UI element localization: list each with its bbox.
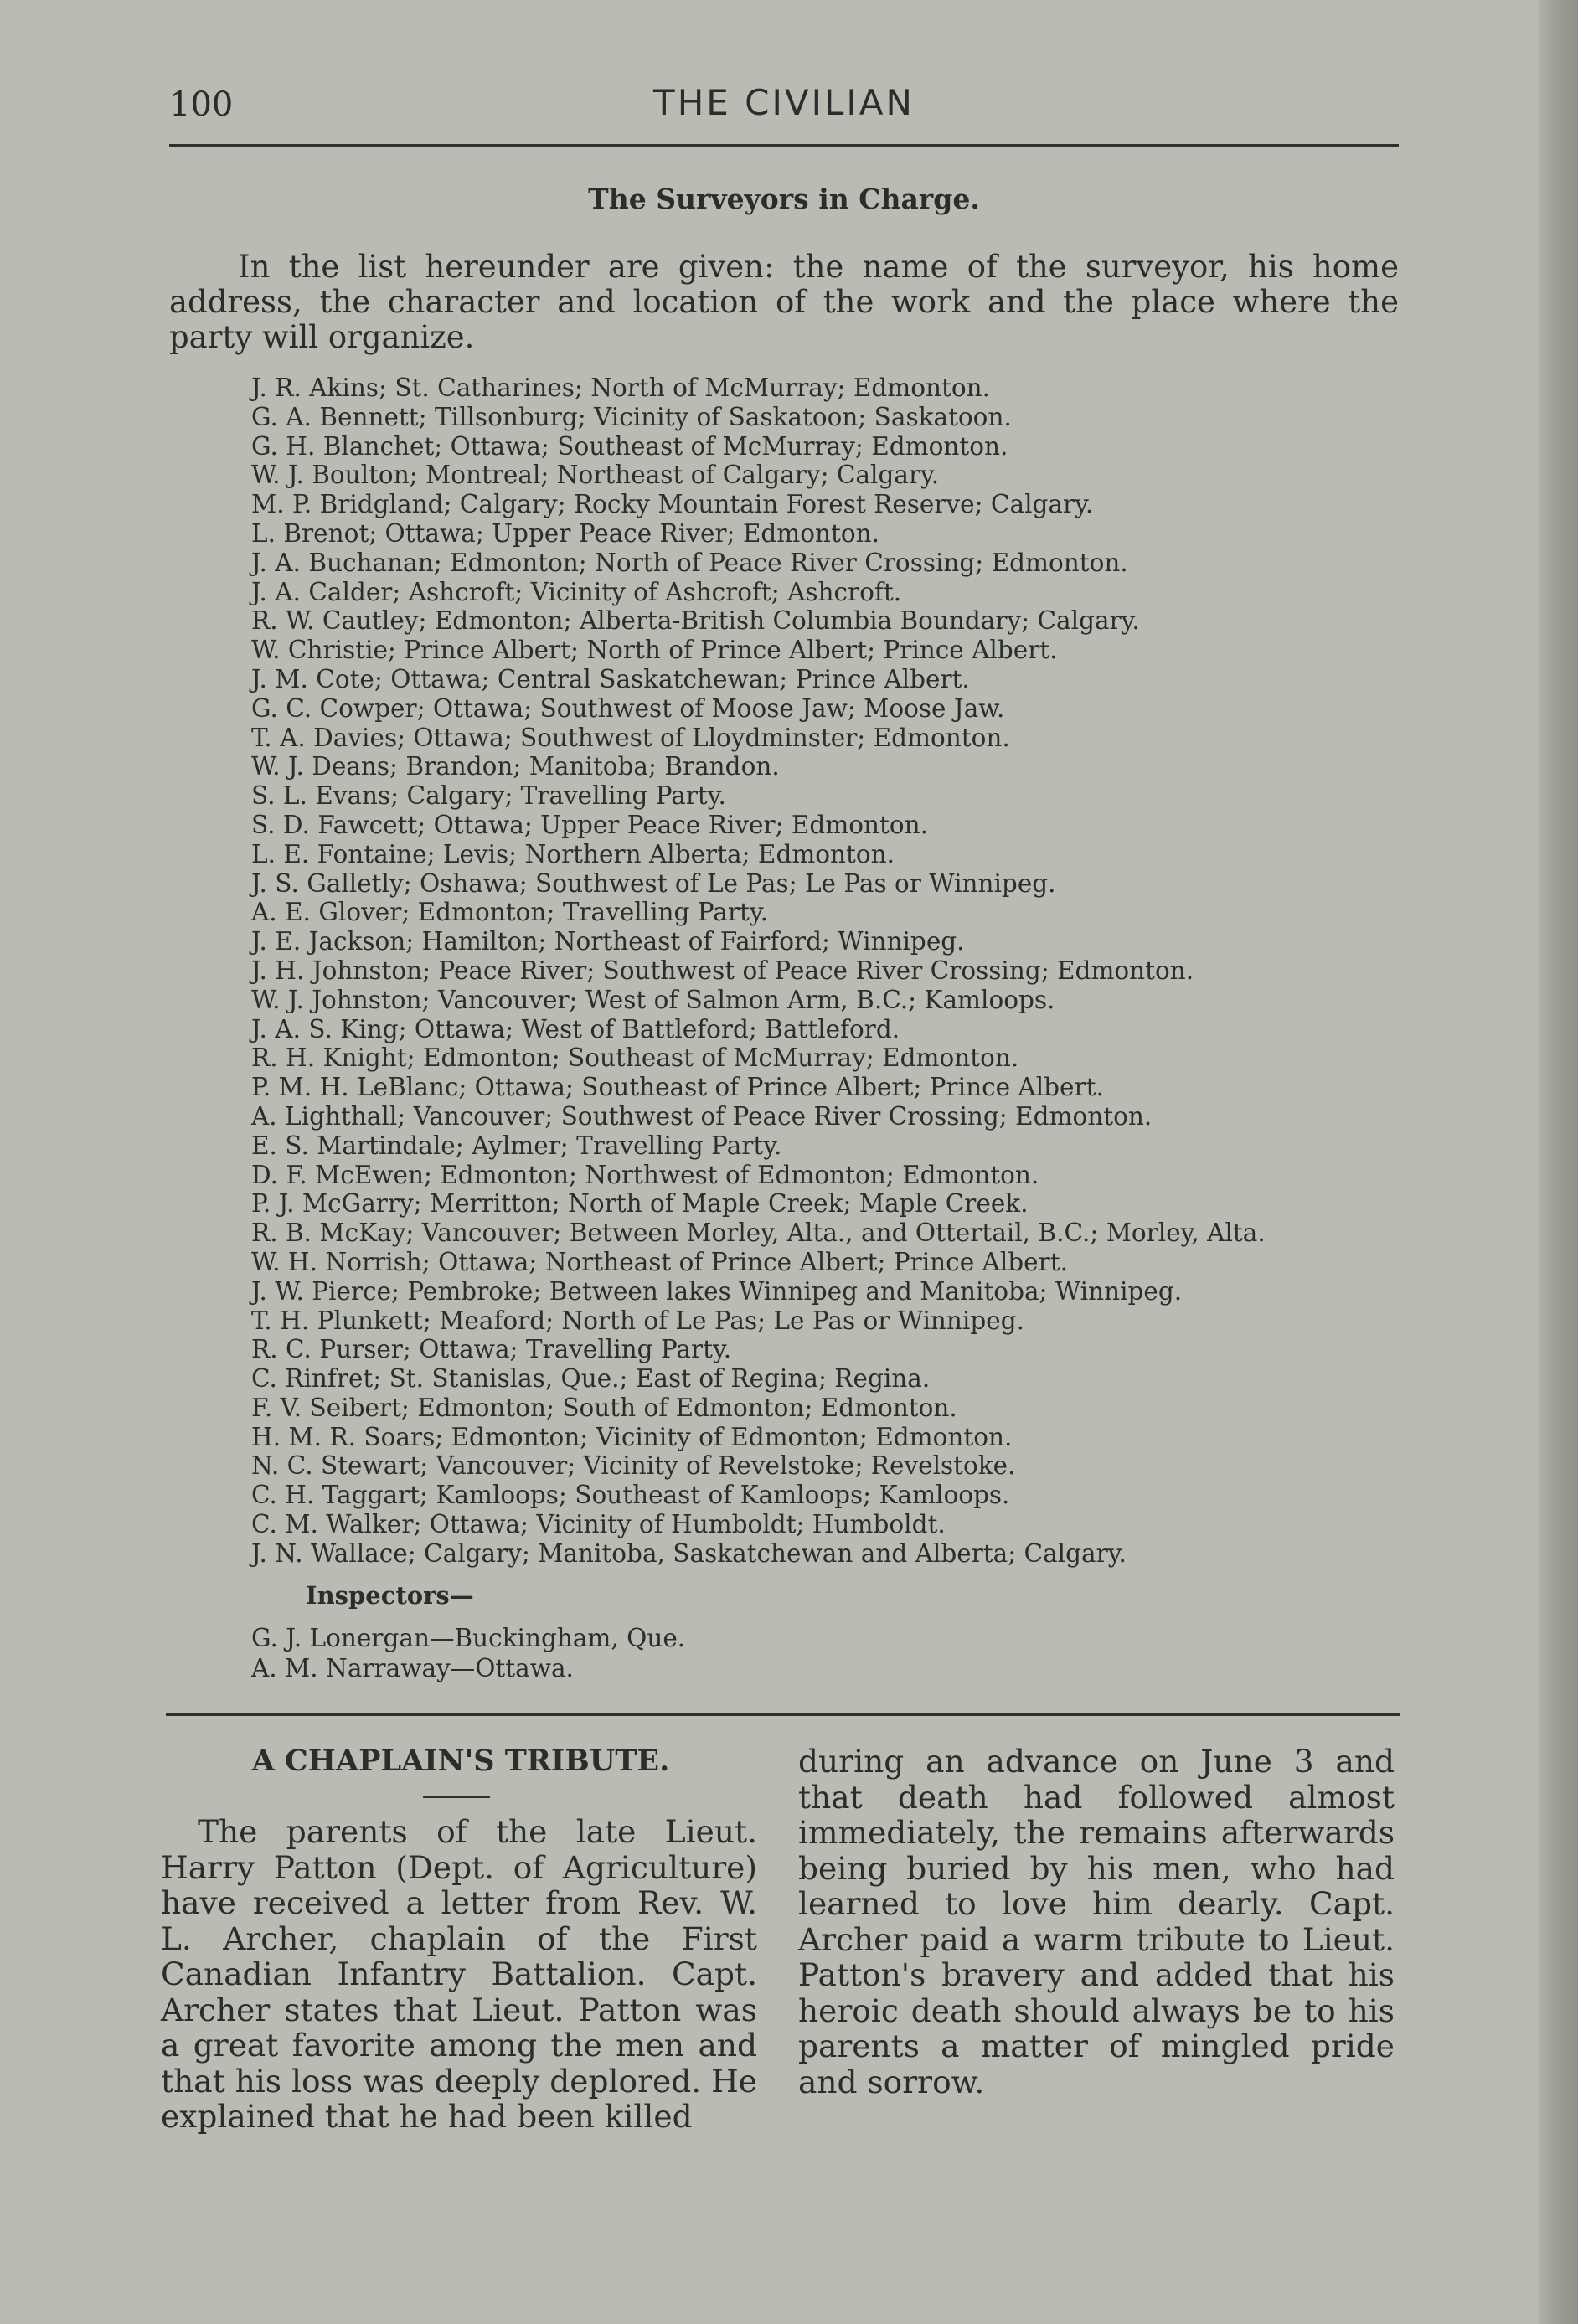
page-header [169,82,1399,149]
surveyor-entry: J. R. Akins; St. Catharines; North of McMurray; Edmonton. [251,374,991,402]
surveyor-entry: T. A. Davies; Ottawa; Southwest of Lloydminster; Edmonton. [251,723,1010,752]
section-divider [166,1713,1400,1716]
surveyor-entry: J. A. Calder; Ashcroft; Vicinity of Ashcroft; Ashcroft. [251,577,902,606]
surveyor-entry: L. E. Fontaine; Levis; Northern Alberta; Edmonton. [251,839,895,868]
article-column-left: The parents of the late Lieut. Harry Patton (Dept. of Agriculture) have received a letter from Rev. W. L. Archer, chaplain of the First Canadian Infantry Battalion. Capt. Archer states that Lieut. Patton was a great favorite among the men and that his loss was deeply deplored. He explained that he had been killed [161,1813,757,2135]
surveyor-entry: J. N. Wallace; Calgary; Manitoba, Saskatchewan and Alberta; Calgary. [251,1538,1127,1568]
surveyor-entry: H. M. R. Soars; Edmonton; Vicinity of Edmonton; Edmonton. [251,1422,1013,1451]
surveyor-entry: J. M. Cote; Ottawa; Central Saskatchewan; Prince Albert. [251,664,970,693]
surveyor-entry: S. D. Fawcett; Ottawa; Upper Peace River; Edmonton. [251,810,929,839]
inspectors-heading: Inspectors— [306,1581,474,1610]
surveyor-entry: R. B. McKay; Vancouver; Between Morley, Alta., and Ottertail, B.C.; Morley, Alta. [251,1219,1266,1248]
surveyor-entry: E. S. Martindale; Aylmer; Travelling Party. [251,1131,782,1160]
section-intro: In the list hereunder are given: the name of the surveyor, his home address, the character and location of the work and the place where the party will organize. [169,249,1399,355]
surveyor-list [251,374,1407,1569]
surveyor-entry: W. Christie; Prince Albert; North of Prince Albert; Prince Albert. [251,636,1058,665]
surveyor-entry: R. C. Purser; Ottawa; Travelling Party. [251,1335,732,1364]
surveyor-entry: D. F. McEwen; Edmonton; Northwest of Edmonton; Edmonton. [251,1160,1039,1189]
surveyor-entry: W. J. Deans; Brandon; Manitoba; Brandon. [251,752,780,781]
surveyor-entry: W. J. Boulton; Montreal; Northeast of Calgary; Calgary. [251,461,940,490]
inspectors-list [251,1623,685,1683]
article-column-right: during an advance on June 3 and that death had followed almost immediately, the remains afterwards being buried by his men, who had learned to love him dearly. Capt. Archer paid a warm tribute to Lieut. Patton's bravery and added that his heroic death should always be to his parents a matter of mingled pride and sorrow. [798,1743,1395,2100]
surveyor-entry: W. H. Norrish; Ottawa; Northeast of Prince Albert; Prince Albert. [251,1247,1068,1276]
inspector-entry: G. J. Lonergan—Buckingham, Que. [251,1624,686,1652]
surveyor-entry: A. E. Glover; Edmonton; Travelling Party. [251,898,768,927]
surveyor-entry: J. W. Pierce; Pembroke; Between lakes Winnipeg and Manitoba; Winnipeg. [251,1276,1183,1306]
journal-title: THE CIVILIAN [653,82,915,123]
article-title: A CHAPLAIN'S TRIBUTE. [251,1744,670,1778]
surveyor-entry: P. M. H. LeBlanc; Ottawa; Southeast of Prince Albert; Prince Albert. [251,1073,1104,1102]
surveyor-entry: J. A. S. King; Ottawa; West of Battleford; Battleford. [251,1014,900,1043]
surveyor-entry: L. Brenot; Ottawa; Upper Peace River; Edmonton. [251,518,879,548]
surveyor-entry: G. H. Blanchet; Ottawa; Southeast of McMurray; Edmonton. [251,431,1008,461]
surveyor-entry: A. Lighthall; Vancouver; Southwest of Peace River Crossing; Edmonton. [251,1101,1153,1131]
header-rule [169,144,1399,147]
surveyor-entry: C. Rinfret; St. Stanislas, Que.; East of Regina; Regina. [251,1364,931,1394]
surveyor-entry: R. H. Knight; Edmonton; Southeast of McMurray; Edmonton. [251,1043,1019,1073]
section-title: The Surveyors in Charge. [588,183,980,215]
surveyor-entry: J. A. Buchanan; Edmonton; North of Peace River Crossing; Edmonton. [251,548,1128,577]
surveyor-entry: R. W. Cautley; Edmonton; Alberta-British Columbia Boundary; Calgary. [251,606,1140,636]
inspector-entry: A. M. Narraway—Ottawa. [251,1654,574,1682]
surveyor-entry: F. V. Seibert; Edmonton; South of Edmonton; Edmonton. [251,1393,957,1422]
surveyor-entry: T. H. Plunkett; Meaford; North of Le Pas; Le Pas or Winnipeg. [251,1306,1024,1335]
surveyor-entry: J. S. Galletly; Oshawa; Southwest of Le Pas; Le Pas or Winnipeg. [251,868,1056,898]
title-dash [423,1796,490,1798]
surveyor-entry: J. H. Johnston; Peace River; Southwest of Peace River Crossing; Edmonton. [251,956,1194,985]
page-number: 100 [169,85,234,124]
surveyor-entry: J. E. Jackson; Hamilton; Northeast of Fairford; Winnipeg. [251,927,965,956]
surveyor-entry: P. J. McGarry; Merritton; North of Maple Creek; Maple Creek. [251,1189,1029,1219]
surveyor-entry: N. C. Stewart; Vancouver; Vicinity of Revelstoke; Revelstoke. [251,1451,1016,1481]
surveyor-entry: G. C. Cowper; Ottawa; Southwest of Moose Jaw; Moose Jaw. [251,693,1005,723]
page-edge-shadow [1539,0,1578,2324]
surveyor-entry: S. L. Evans; Calgary; Travelling Party. [251,781,726,811]
surveyor-entry: C. H. Taggart; Kamloops; Southeast of Kamloops; Kamloops. [251,1481,1010,1510]
surveyor-entry: G. A. Bennett; Tillsonburg; Vicinity of Saskatoon; Saskatoon. [251,402,1012,431]
surveyor-entry: C. M. Walker; Ottawa; Vicinity of Humboldt; Humboldt. [251,1510,946,1539]
surveyor-entry: W. J. Johnston; Vancouver; West of Salmon Arm, B.C.; Kamloops. [251,985,1055,1014]
surveyor-entry: M. P. Bridgland; Calgary; Rocky Mountain Forest Reserve; Calgary. [251,490,1094,519]
